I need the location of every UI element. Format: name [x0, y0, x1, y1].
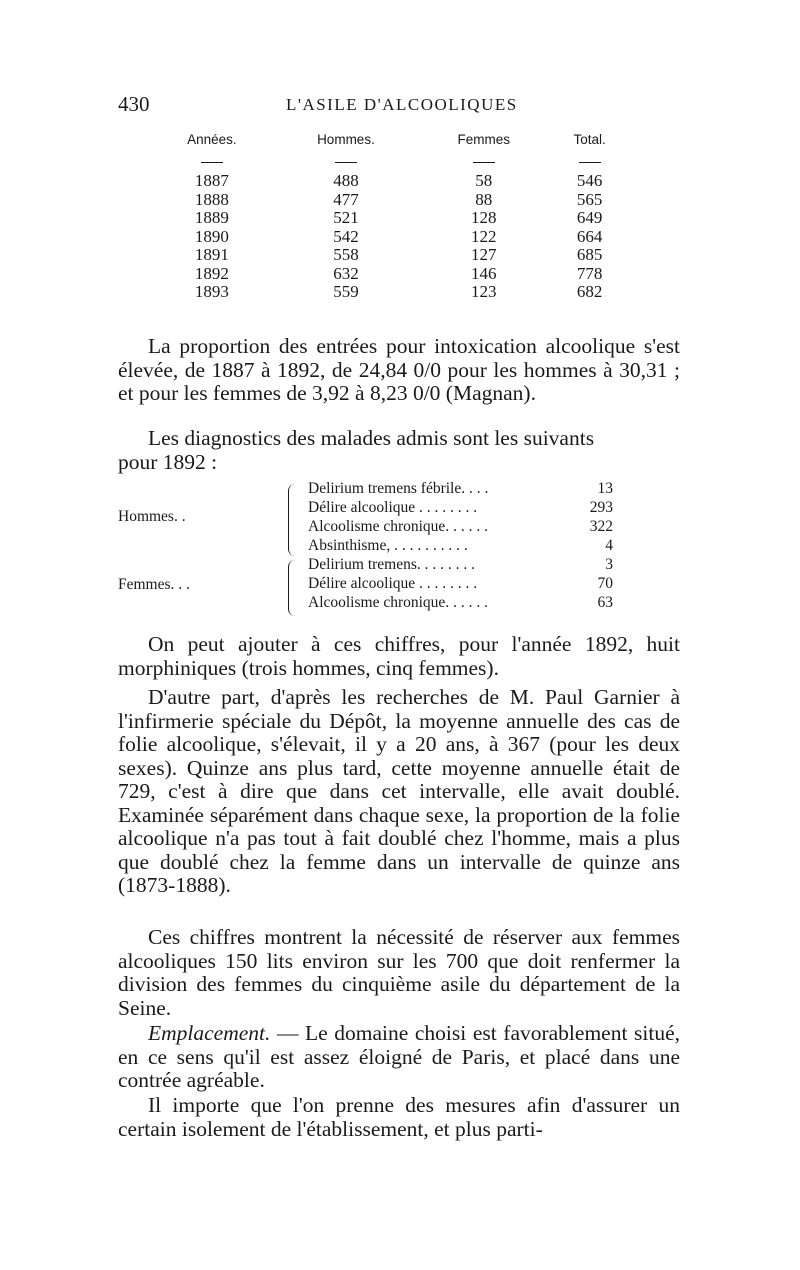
cell-year: 1893: [194, 282, 229, 301]
cell-year: 1891: [194, 245, 229, 264]
paragraph-isolation: Il importe que l'on prenne des mesures afin d'assurer un certain isolement de l'établissement, et plus parti-: [118, 1093, 680, 1141]
cell-total: 546: [576, 171, 603, 190]
diagnosis-row: [308, 537, 613, 557]
cell-year: 1892: [194, 263, 229, 283]
paragraph-necessity: Ces chiffres montrent la nécessité de réserver aux femmes alcooliques 150 lits environ sur les 700 que doit renfermer la division des femmes du cinquième asile du département de la Seine.: [118, 925, 680, 1020]
dash-row: [150, 150, 630, 172]
diagnosis-count: 3: [605, 556, 613, 573]
table-row: [150, 172, 630, 191]
cell-men: 477: [333, 189, 359, 209]
men-brace: [288, 484, 298, 556]
dash-rule: [335, 162, 357, 163]
diagnosis-label: Délire alcoolique . . . . . . . .: [308, 575, 478, 592]
cell-women: 146: [470, 263, 497, 283]
cell-total: 682: [576, 282, 603, 301]
column-header-total: Total.: [573, 131, 606, 147]
cell-year: 1890: [194, 226, 229, 246]
diagnosis-label: Délire alcoolique . . . . . . . .: [308, 499, 478, 516]
cell-women: 58: [475, 171, 493, 190]
paragraph-morphine: On peut ajouter à ces chiffres, pour l'année 1892, huit morphiniques (trois hommes, cinq femmes).: [118, 632, 680, 680]
cell-men: 632: [333, 263, 359, 283]
column-header-men: Hommes.: [317, 131, 375, 147]
cell-men: 558: [333, 245, 359, 264]
cell-year: 1888: [194, 189, 229, 209]
cell-total: 778: [576, 263, 603, 283]
diagnosis-count: 13: [597, 480, 613, 497]
paragraph-proportion: La proportion des entrées pour intoxication alcoolique s'est élevée, de 1887 à 1892, de 24,84 0/0 pour les hommes à 30,31 ; et pour les femmes de 3,92 à 8,23 0/0 (Magnan).: [118, 334, 680, 405]
cell-women: 88: [475, 189, 493, 209]
diagnosis-count: 293: [589, 499, 613, 516]
cell-total: 649: [576, 208, 603, 227]
paragraph-emplacement: [118, 1022, 680, 1093]
table-header-row: [150, 128, 630, 150]
cell-year: 1889: [194, 208, 229, 227]
emplacement-text: — Le domaine choisi est favorablement situé, en ce sens qu'il est assez éloigné de Paris, et placé dans une contrée agréable.: [118, 1021, 680, 1092]
diagnosis-label: Alcoolisme chronique. . . . . .: [308, 594, 488, 611]
diagnosis-count: 4: [605, 537, 613, 554]
diagnosis-row: [308, 499, 613, 519]
diagnosis-row: [308, 480, 613, 500]
diagnosis-count: 63: [597, 594, 613, 611]
cell-total: 664: [576, 226, 603, 246]
page-number: 430: [118, 92, 150, 116]
dash-rule: [201, 162, 223, 163]
page-header: [118, 92, 678, 118]
running-title: L'ASILE D'ALCOOLIQUES: [286, 95, 518, 114]
admissions-table: [150, 128, 630, 302]
table-row: [150, 265, 630, 284]
women-brace: [288, 560, 298, 616]
table-row: [150, 191, 630, 210]
diagnosis-count: 322: [589, 518, 613, 535]
diagnosis-row: [308, 594, 613, 614]
diagnosis-label: Absinthisme, . . . . . . . . . .: [308, 537, 468, 554]
cell-total: 565: [576, 189, 603, 209]
table-row: [150, 228, 630, 247]
cell-men: 559: [333, 282, 359, 301]
cell-women: 122: [470, 226, 497, 246]
cell-total: 685: [576, 245, 603, 264]
cell-women: 127: [470, 245, 497, 264]
diagnosis-label: Delirium tremens fébrile. . . .: [308, 480, 489, 497]
cell-year: 1887: [194, 171, 229, 190]
table-row: [150, 246, 630, 265]
cell-men: 521: [333, 208, 359, 227]
men-group-label: Hommes. .: [118, 508, 186, 525]
cell-men: 488: [333, 171, 359, 190]
women-group-label: Femmes. . .: [118, 576, 190, 593]
diagnostics-intro: Les diagnostics des malades admis sont les suivants: [148, 426, 595, 450]
diagnosis-row: [308, 556, 613, 576]
table-row: [150, 283, 630, 302]
diagnostics-intro-tail: pour 1892 :: [118, 450, 218, 474]
diagnosis-label: Delirium tremens. . . . . . . .: [308, 556, 476, 573]
emplacement-heading: Emplacement.: [148, 1021, 271, 1045]
dash-rule: [579, 162, 601, 163]
dash-rule: [473, 162, 495, 163]
cell-women: 123: [470, 282, 497, 301]
diagnosis-row: [308, 575, 613, 595]
diagnosis-label: Alcoolisme chronique. . . . . .: [308, 518, 488, 535]
table-row: [150, 209, 630, 228]
diagnosis-count: 70: [597, 575, 613, 592]
cell-women: 128: [470, 208, 497, 227]
column-header-women: Femmes: [457, 131, 510, 147]
paragraph-garnier: D'autre part, d'après les recherches de M. Paul Garnier à l'infirmerie spéciale du Dépôt, la moyenne annuelle des cas de folie alcoolique, s'élevait, il y a 20 ans, à 367 (pour les deux sexes). Quinze ans plus tard, cette moyenne annuelle était de 729, c'est à dire que dans cet intervalle, elle avait doublé. Examinée séparément dans chaque sexe, la proportion de la folie alcoolique n'a pas tout à fait doublé chez l'homme, mais a plus que doublé chez la femme dans un intervalle de quinze ans (1873-1888).: [118, 685, 680, 897]
column-header-years: Années.: [187, 131, 237, 147]
cell-men: 542: [333, 226, 359, 246]
diagnosis-row: [308, 518, 613, 538]
